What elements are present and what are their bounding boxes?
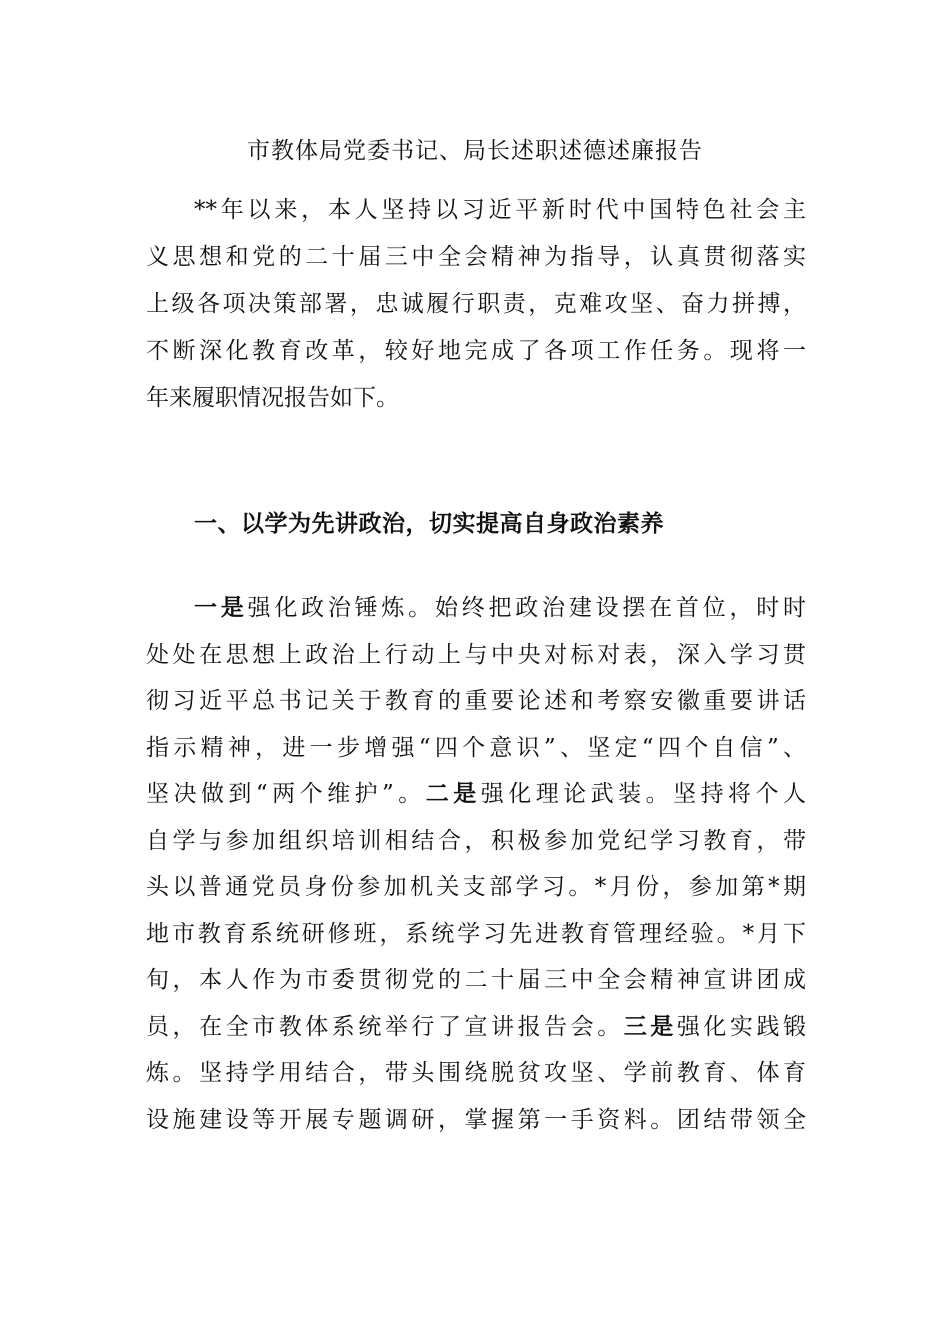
body-line: 指示精神，进一步增强“四个意识”、坚定“四个自信”、 [146,734,806,761]
intro-line: 不断深化教育改革，较好地完成了各项工作任务。现将一 [146,338,806,364]
intro-line: **年以来，本人坚持以习近平新时代中国特色社会主 [194,197,806,223]
body-line: 处处在思想上政治上行动上与中央对标对表，深入学习贯 [146,641,806,668]
section-heading: 一、以学为先讲政治，切实提高自身政治素养 [194,510,664,537]
body-line: 地市教育系统研修班，系统学习先进教育管理经验。*月下 [146,920,806,947]
body-line: 头以普通党员身份参加机关支部学习。*月份，参加第*期 [146,874,806,900]
emphasis-label: 一是 [194,594,248,621]
intro-line: 上级各项决策部署，忠诚履行职责，克难攻坚、奋力拼搏， [146,291,806,317]
body-text: 强化政治锤炼。始终把政治建设摆在首位，时时 [247,595,807,621]
body-line: 旬，本人作为市委贯彻党的二十届三中全会精神宣讲团成 [146,967,806,993]
document-title: 市教体局党委书记、局长述职述德述廉报告 [247,138,703,164]
body-line: 彻习近平总书记关于教育的重要论述和考察安徽重要讲话 [146,688,806,714]
body-line: 设施建设等开展专题调研，掌握第一手资料。团结带领全 [146,1106,806,1133]
emphasis-label: 二是 [425,780,481,807]
body-line: 炼。坚持学用结合，带头围绕脱贫攻坚、学前教育、体育 [146,1060,806,1086]
intro-line: 年来履职情况报告如下。 [146,385,399,411]
body-text: 强化理论武装。坚持将个人 [480,781,807,807]
body-line: 自学与参加组织培训相结合，积极参加党纪学习教育，带 [146,827,806,854]
body-line [146,776,806,812]
intro-paragraph [146,192,806,427]
body-text: 坚决做到“两个维护”。 [146,781,426,807]
intro-line: 义思想和党的二十届三中全会精神为指导，认真贯彻落实 [146,244,806,270]
body-line [146,590,806,626]
body-text: 员，在全市教体系统举行了宣讲报告会。 [146,1013,624,1040]
section-body-paragraph [146,590,806,1148]
body-text: 强化实践锻 [676,1013,807,1040]
emphasis-label: 三是 [623,1012,677,1040]
body-line [146,1009,806,1045]
